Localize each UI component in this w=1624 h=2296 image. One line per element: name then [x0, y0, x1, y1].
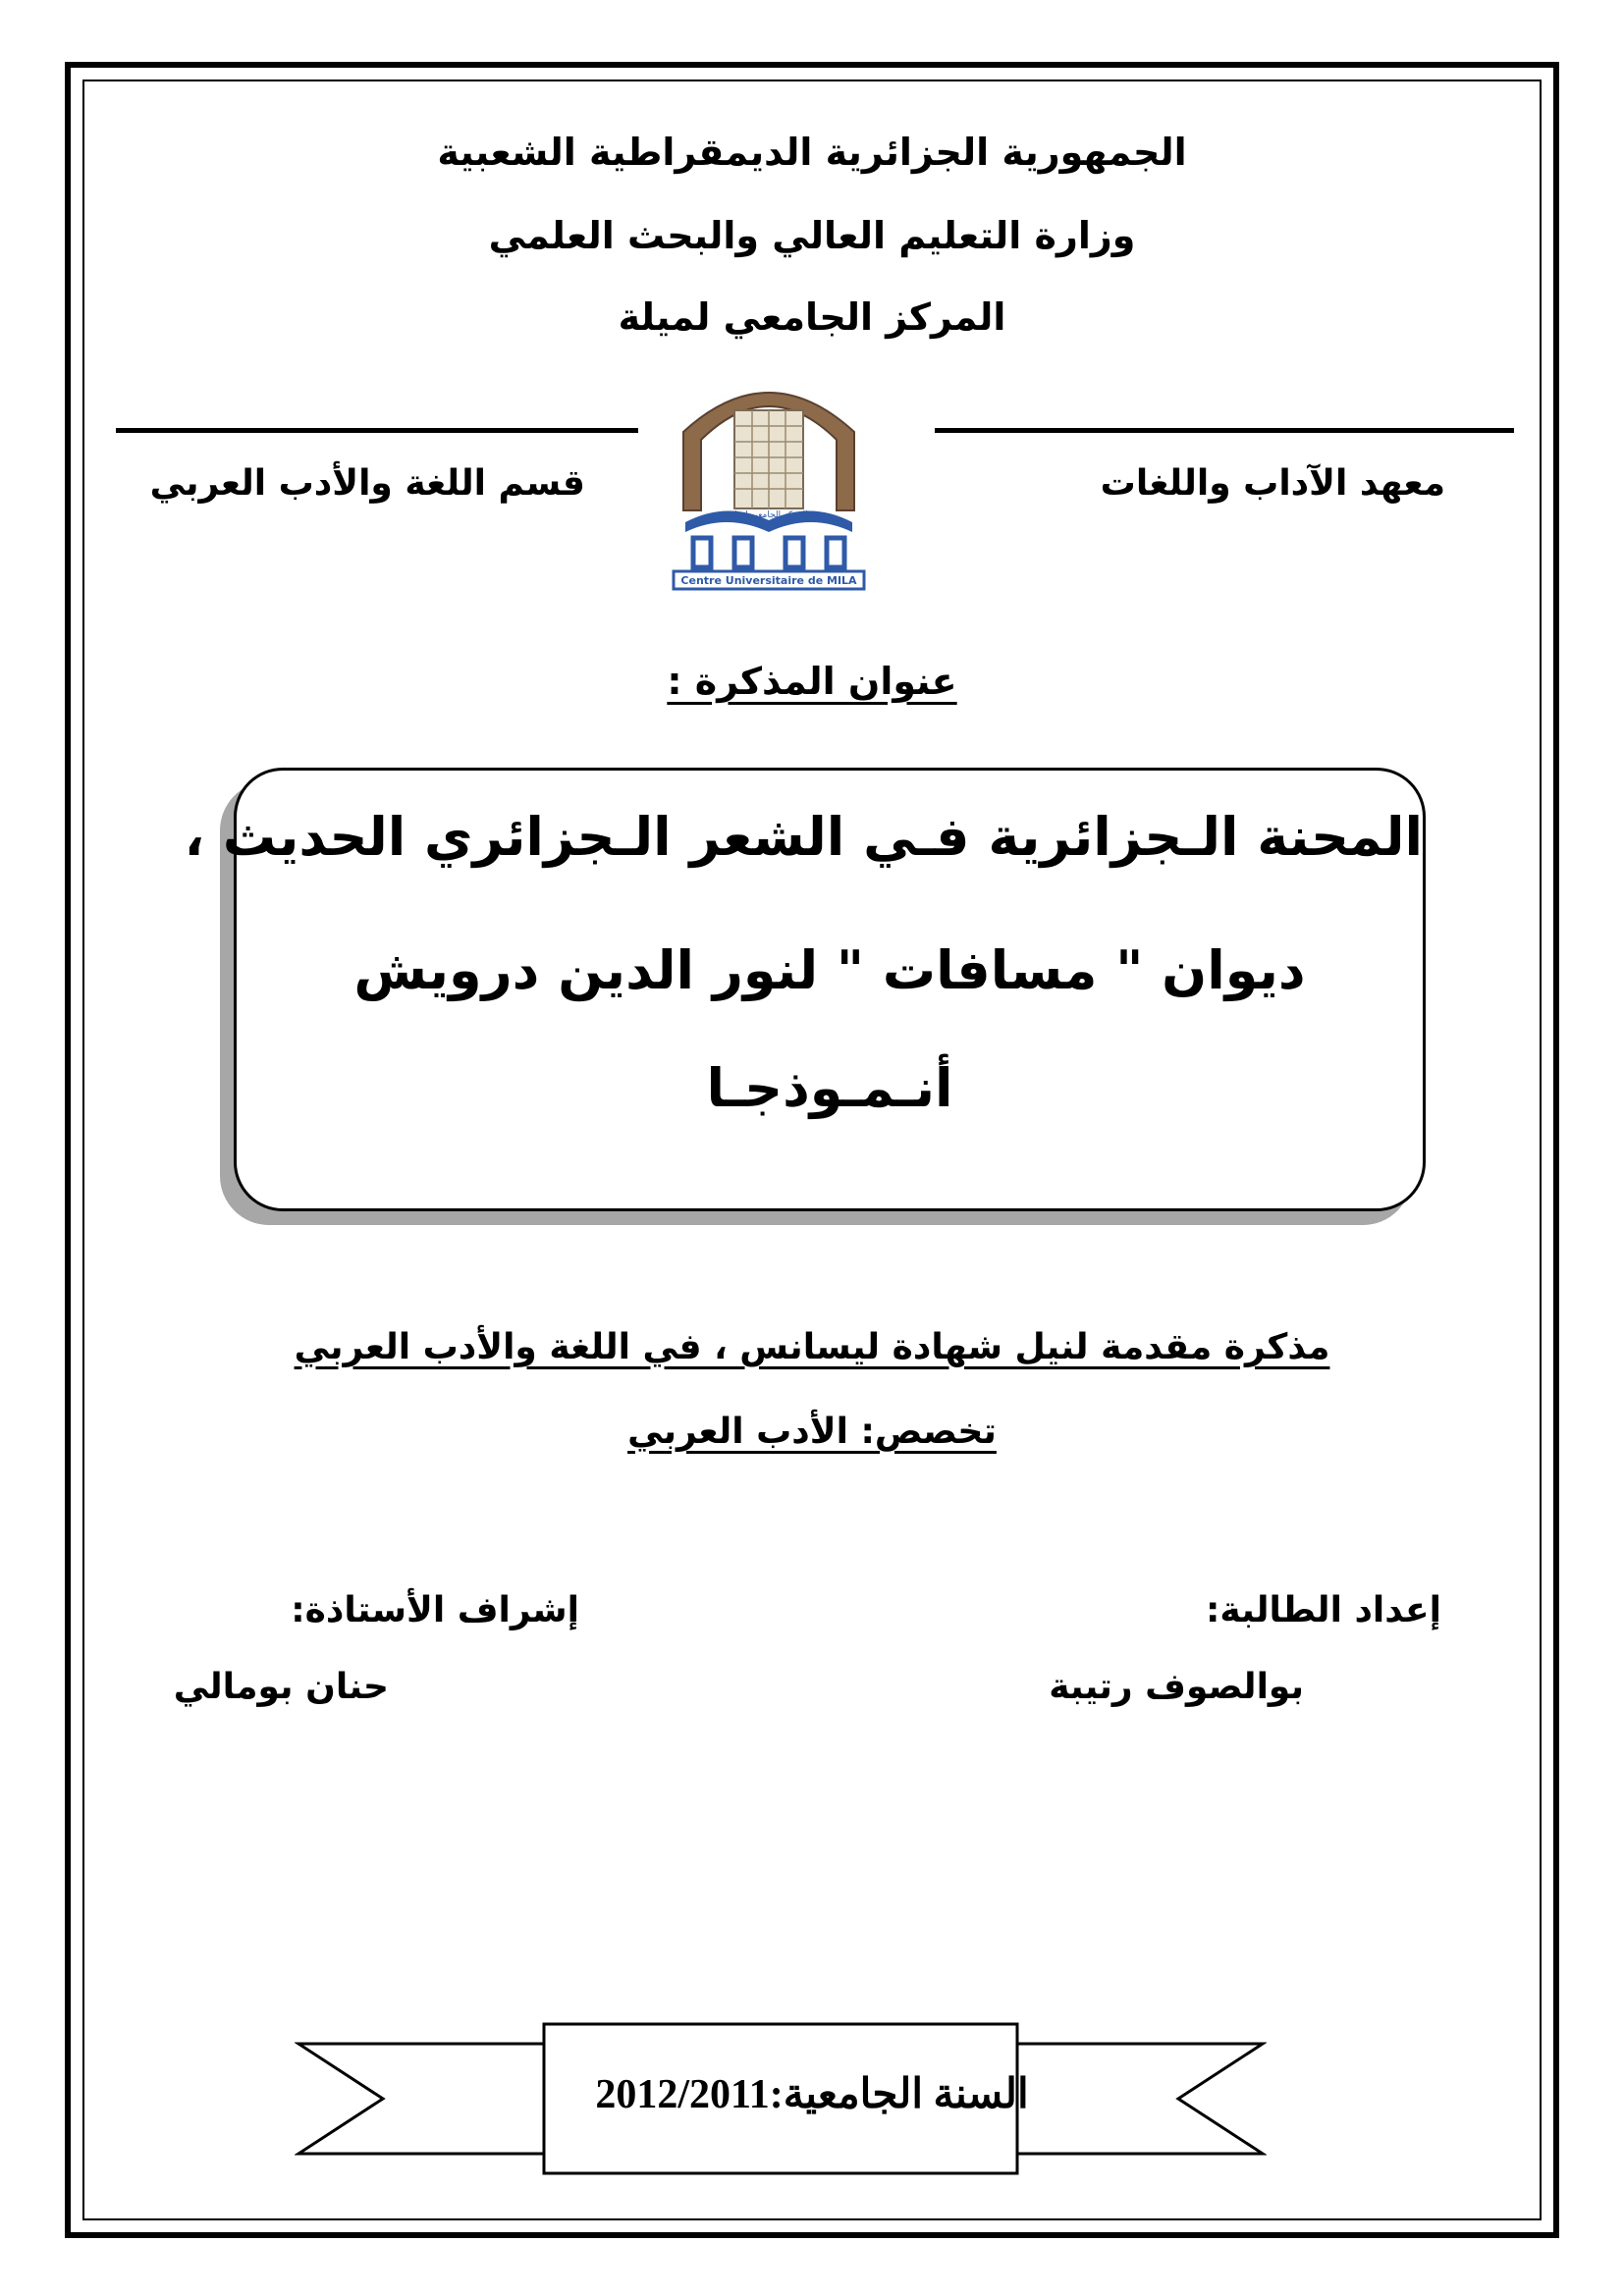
thesis-title-line-1: المحنة الـجزائرية فـي الشعر الـجزائري الحديث ،	[184, 806, 1423, 868]
university-heading: المركز الجامعي لميلة	[618, 295, 1006, 339]
header-rule-right	[935, 428, 1514, 433]
ministry-heading: وزارة التعليم العالي والبحث العلمي	[488, 214, 1136, 257]
logo-arabic-caption: المركز الجامعي لميلة	[730, 510, 808, 520]
thesis-title-label: عنوان المذكرة :	[667, 660, 957, 703]
thesis-title-box	[184, 768, 1426, 1211]
department-label: قسم اللغة والأدب العربي	[149, 463, 585, 504]
degree-statement: مذكرة مقدمة لنيل شهادة ليسانس ، في اللغة والأدب العربي	[294, 1327, 1330, 1367]
institute-label: معهد الآداب واللغات	[1100, 463, 1445, 504]
republic-heading: الجمهورية الجزائرية الديمقراطية الشعبية	[437, 131, 1187, 174]
thesis-title-line-3: أنـمـوذجـا	[706, 1057, 953, 1119]
student-name: بوالصوف رتيبة	[1049, 1667, 1304, 1707]
header-rule-left	[116, 428, 638, 433]
academic-year: السنة الجامعية:2012/2011	[595, 2072, 1029, 2117]
logo-caption: Centre Universitaire de MILA	[680, 574, 857, 587]
student-label: إعداد الطالبة:	[1206, 1590, 1441, 1630]
specialty-statement: تخصص: الأدب العربي	[627, 1412, 997, 1452]
supervisor-name: حنان بومالي	[173, 1667, 389, 1707]
thesis-title-line-2: ديوان " مسافات " لنور الدين درويش	[353, 939, 1306, 1001]
supervisor-label: إشراف الأستاذة:	[291, 1590, 579, 1630]
university-logo	[666, 363, 872, 593]
